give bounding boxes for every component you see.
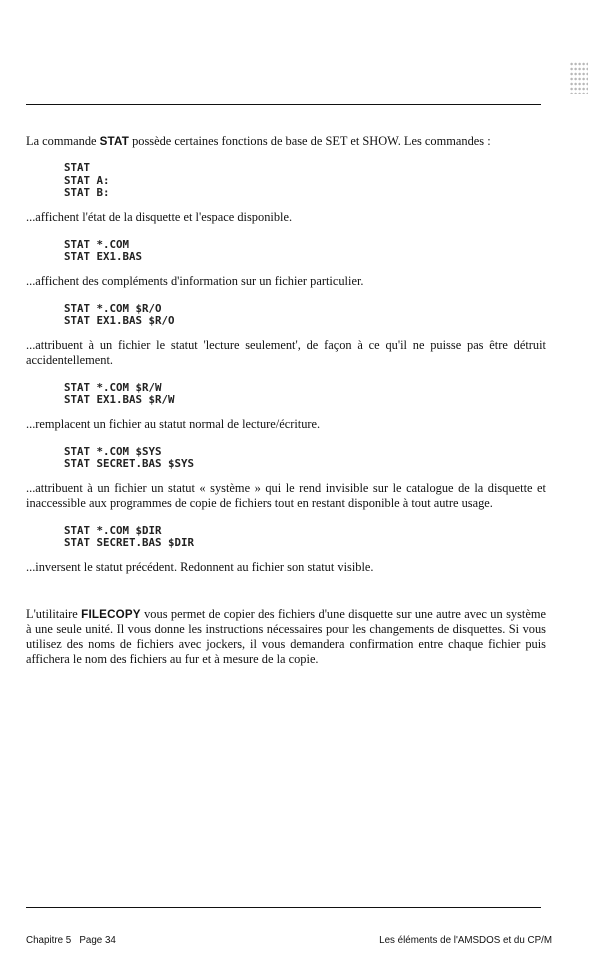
description-3: ...attribuent à un fichier le statut 'lecture seulement', de façon à ce qu'il ne puisse pas être détruit accidentellement.: [26, 337, 546, 367]
section-gap: [26, 589, 546, 607]
code-block-3: STAT *.COM $R/O STAT EX1.BAS $R/O: [64, 301, 175, 327]
filecopy-post: vous permet de copier des fichiers d'une disquette sur une autre avec un système à une seule unité. Il vous donne les instructions nécessaires pour les changements de disquettes. Si vous utilisez des noms de fichiers avec jockers, il vous demandera confirmation entre chaque fichier puis affichera le nom des fichiers au fur et à mesure de la copie.: [26, 606, 546, 666]
header-rule: [26, 104, 541, 105]
intro-pre: La commande: [26, 134, 100, 148]
intro-post: possède certaines fonctions de base de SET et SHOW. Les commandes :: [128, 134, 491, 148]
description-1: ...affichent l'état de la disquette et l'espace disponible.: [26, 209, 293, 224]
code-block-6: STAT *.COM $DIR STAT SECRET.BAS $DIR: [64, 523, 195, 549]
code-block-2: STAT *.COM STAT EX1.BAS: [64, 237, 143, 263]
filecopy-pre: L'utilitaire: [26, 606, 82, 621]
description-2: ...affichent des compléments d'information sur un fichier particulier.: [26, 273, 364, 288]
stat-keyword: STAT: [99, 135, 129, 148]
page-body: [26, 134, 546, 667]
intro-paragraph: [26, 134, 546, 149]
page-footer-left: Chapitre 5 Page 34: [26, 935, 116, 946]
code-block-5: STAT *.COM $SYS STAT SECRET.BAS $SYS: [64, 444, 195, 470]
footer-rule: [26, 907, 541, 908]
code-block-1: STAT STAT A: STAT B:: [64, 161, 110, 199]
page-footer-right: Les éléments de l'AMSDOS et du CP/M: [379, 935, 552, 946]
filecopy-keyword: FILECOPY: [81, 607, 141, 621]
scan-artifact: [570, 62, 588, 94]
filecopy-paragraph: [26, 607, 546, 667]
description-4: ...remplacent un fichier au statut normal de lecture/écriture.: [26, 416, 321, 431]
description-6: ...inversent le statut précédent. Redonnent au fichier son statut visible.: [26, 559, 374, 574]
code-block-4: STAT *.COM $R/W STAT EX1.BAS $R/W: [64, 380, 175, 406]
description-5: ...attribuent à un fichier un statut « système » qui le rend invisible sur le catalogue de la disquette et inaccessible aux programmes de copie de fichiers tout en restant disponible à tout autre usage.: [26, 480, 546, 510]
